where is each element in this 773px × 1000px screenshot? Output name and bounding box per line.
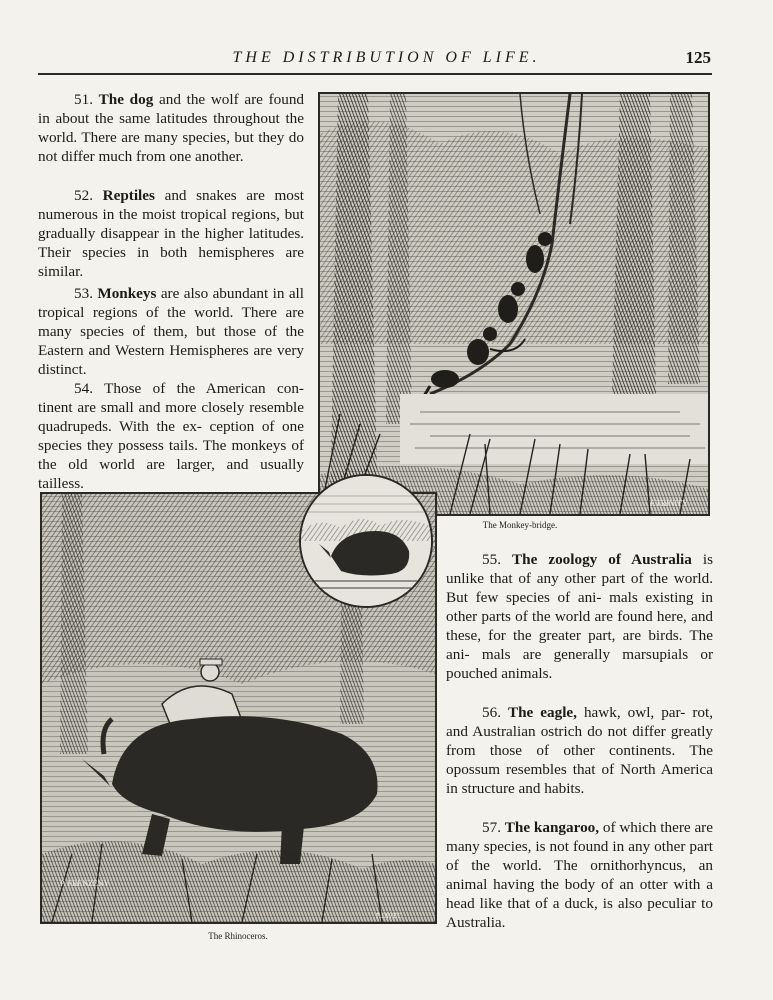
running-head: [0, 46, 773, 70]
running-title: THE DISTRIBUTION OF LIFE.: [232, 49, 541, 66]
text-line: in both hemispheres are similar.: [38, 244, 305, 280]
paragraph-number: 55.: [482, 551, 501, 568]
text-line: of which: [602, 819, 657, 836]
text-line: world are found here, and these, for: [446, 608, 714, 644]
text-line: and habits.: [518, 780, 585, 797]
monkey-bridge-illustration: [318, 92, 710, 516]
paragraph-number: 54.: [74, 380, 93, 397]
text-line: hawk, owl, par-: [583, 704, 686, 721]
text-line: continents. The opossum resembles: [446, 742, 714, 778]
text-line: tinent are small and more closely: [38, 399, 245, 416]
text-line: mals existing in other parts of the: [446, 589, 713, 625]
monkey-bridge-caption: The Monkey-bridge.: [482, 520, 558, 530]
rhinoceros-medallion: [299, 474, 433, 608]
text-line: those of the Eastern and Western: [38, 323, 305, 359]
text-line: are larger, and usually tailless.: [38, 456, 304, 492]
text-line: is unlike that of any other part of: [446, 551, 714, 587]
paragraph-lead: The kangaroo,: [504, 819, 600, 836]
text-line: the higher latitudes. Their species: [38, 225, 305, 261]
paragraph-lead: The dog: [98, 91, 154, 108]
monkey-bridge-engraving: [320, 94, 708, 514]
text-line: tails. The monkeys of the old world: [38, 437, 305, 473]
paragraph-51: [38, 90, 304, 166]
text-line: the world. But few species of ani-: [446, 570, 713, 606]
text-line: mals are generally marsupials or: [481, 646, 714, 663]
paragraph-56: [446, 703, 713, 798]
text-line: There are many species of them, but: [38, 304, 305, 340]
text-line: and snakes are: [164, 187, 265, 204]
text-line: the greater part, are birds. The ani-: [446, 627, 714, 663]
paragraph-number: 57.: [482, 819, 501, 836]
paragraph-lead: Reptiles: [102, 187, 155, 204]
text-line: differ greatly from those of other: [446, 723, 714, 759]
text-line: most numerous in the moist tropical: [38, 187, 304, 223]
illustration-signature-right: F.JAVEC: [376, 912, 402, 920]
text-line: that of a duck, is also peculiar to: [507, 895, 713, 912]
text-line: resemble quadrupeds. With the ex-: [38, 399, 305, 435]
paragraph-lead: Monkeys: [97, 285, 157, 302]
text-line: many species, but they do not differ: [38, 129, 304, 165]
paragraph-52: [38, 186, 304, 281]
header-rule: [38, 73, 712, 75]
paragraph-53: [38, 284, 304, 379]
illustration-signature: F.TRINITY: [650, 499, 688, 508]
text-line: in any other part of the world. The: [446, 838, 714, 874]
page-number: 125: [685, 48, 711, 67]
paragraph-57: [446, 818, 713, 932]
medallion-engraving: [301, 476, 431, 606]
paragraph-number: 53.: [74, 285, 93, 302]
text-line: regions, but gradually disappear in: [38, 206, 304, 242]
text-line: much from one another.: [98, 148, 244, 165]
text-line: ornithorhyncus, an animal having: [446, 857, 713, 893]
text-line: the body of an otter with a head like: [446, 876, 714, 912]
paragraph-55: [446, 550, 713, 683]
paragraph-number: 51.: [74, 91, 93, 108]
text-line: in all tropical regions of the world.: [38, 285, 304, 321]
text-line: ception of one species they possess: [38, 418, 304, 454]
text-line: pouched animals.: [446, 665, 553, 682]
text-line: throughout the world. There are: [38, 110, 304, 146]
paragraph-number: 52.: [74, 187, 93, 204]
text-line: Australia.: [446, 914, 506, 931]
text-line: and the wolf are: [159, 91, 263, 108]
text-line: rot, and Australian ostrich do not: [446, 704, 713, 740]
text-line: Hemispheres are very distinct.: [38, 342, 304, 378]
paragraph-54: [38, 379, 304, 493]
paragraph-lead: The eagle,: [507, 704, 577, 721]
text-line: found in about the same latitudes: [38, 91, 305, 127]
text-line: there are many species, is not found: [446, 819, 713, 855]
illustration-signature-left: P. FRENZENY: [60, 879, 110, 888]
paragraph-lead: The zoology of Australia: [512, 551, 692, 568]
text-line: are also abundant: [160, 285, 269, 302]
text-line: that of North America in structure: [446, 761, 713, 797]
rhinoceros-caption: The Rhinoceros.: [208, 931, 268, 941]
paragraph-number: 56.: [482, 704, 501, 721]
text-line: Those of the American con-: [104, 380, 304, 397]
